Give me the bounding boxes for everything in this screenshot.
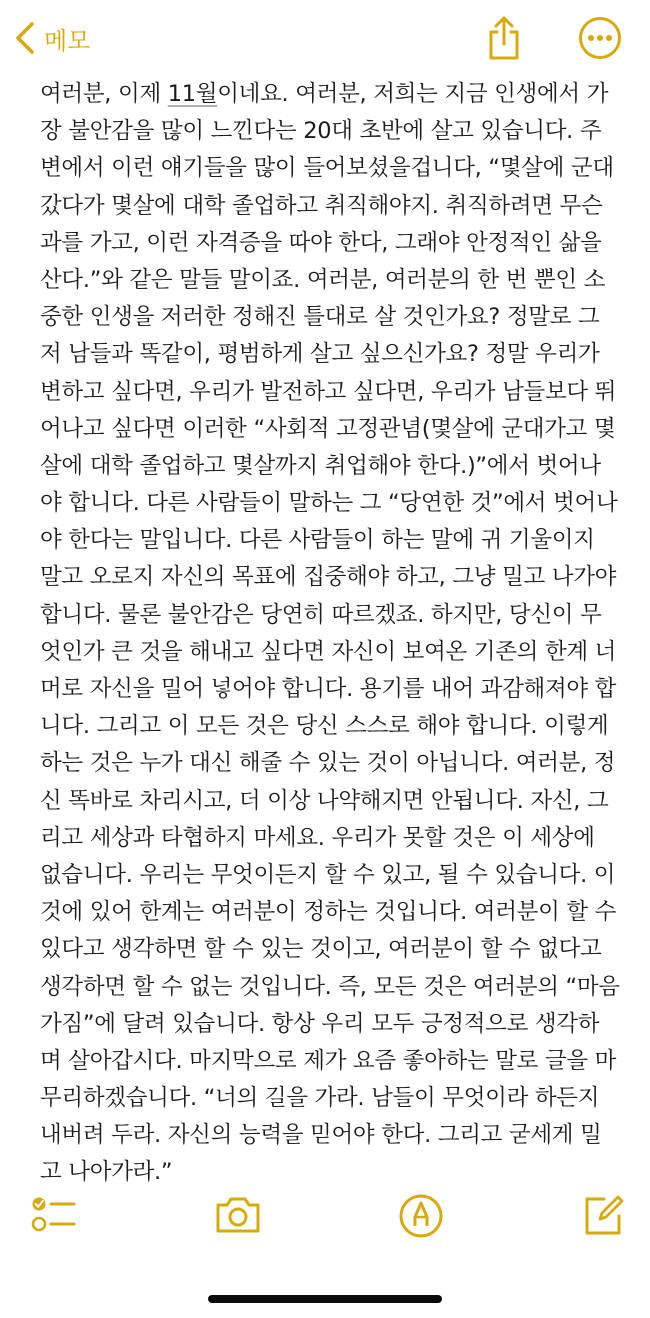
note-line: 생각하면 할 수 없는 것입니다. 즉, 모든 것은 여러분의 “마음 <box>40 973 620 1000</box>
camera-icon[interactable] <box>213 1190 263 1240</box>
note-line: 변에서 이런 얘기들을 많이 들어보셨을겁니다, “몇살에 군대 <box>40 155 614 182</box>
note-line: 여러분, 이제 11월이네요. 여러분, 저희는 지금 인생에서 가 <box>40 81 609 107</box>
back-label: 메모 <box>44 26 91 55</box>
ellipsis-circle-icon[interactable] <box>578 16 622 60</box>
note-line: 가짐”에 달려 있습니다. 항상 우리 모두 긍정적으로 생각하 <box>40 1010 600 1037</box>
note-line: 것에 있어 한계는 여러분이 정하는 것입니다. 여러분이 할 수 <box>40 899 617 926</box>
note-line: 살에 대학 졸업하고 몇살까지 취업해야 한다.)”에서 벗어나 <box>40 452 601 479</box>
checklist-icon[interactable] <box>28 1190 78 1240</box>
note-line: 무리하겠습니다. “너의 길을 가라. 남들이 무엇이라 하든지 <box>40 1085 600 1112</box>
navigation-bar <box>0 0 650 76</box>
home-indicator <box>208 1295 442 1303</box>
back-button[interactable] <box>10 16 90 60</box>
note-line: 산다.”와 같은 말들 말이죠. 여러분, 여러분의 한 번 뿐인 소 <box>40 266 606 293</box>
note-line: 저 남들과 똑같이, 평범하게 살고 싶으신가요? 정말 우리가 <box>40 341 600 368</box>
note-line: 니다. 그리고 이 모든 것은 당신 스스로 해야 합니다. 이렇게 <box>40 713 609 740</box>
share-icon[interactable] <box>483 14 525 62</box>
note-line: 머로 자신을 밀어 넣어야 합니다. 용기를 내어 과감해져야 합 <box>40 676 617 702</box>
note-line: 며 살아갑시다. 마지막으로 제가 요즘 좋아하는 말로 글을 마 <box>40 1047 617 1074</box>
note-line: 내버려 두라. 자신의 능력을 믿어야 한다. 그리고 굳세게 밀 <box>40 1122 602 1149</box>
bottom-toolbar <box>0 1190 650 1260</box>
note-line: 야 합니다. 다른 사람들이 말하는 그 “당연한 것”에서 벗어나 <box>40 490 618 517</box>
note-line: 리고 세상과 타협하지 마세요. 우리가 못할 것은 이 세상에 <box>40 824 595 851</box>
date-link[interactable]: 11월 <box>167 81 218 107</box>
note-body[interactable] <box>40 76 620 1192</box>
note-line: 과를 가고, 이런 자격증을 따야 한다, 그래야 안정적인 삶을 <box>40 229 602 256</box>
note-line: 말고 오로지 자신의 목표에 집중해야 하고, 그냥 밀고 나가야 <box>40 564 617 591</box>
note-line: 어나고 싶다면 이러한 “사회적 고정관념(몇살에 군대가고 몇 <box>40 415 616 442</box>
note-line: 신 똑바로 차리시고, 더 이상 나약해지면 안됩니다. 자신, 그 <box>40 787 609 814</box>
chevron-left-icon <box>10 18 40 58</box>
note-line: 고 나아가라.” <box>40 1159 173 1186</box>
note-line: 없습니다. 우리는 무엇이든지 할 수 있고, 될 수 있습니다. 이 <box>40 861 616 888</box>
note-line: 있다고 생각하면 할 수 있는 것이고, 여러분이 할 수 없다고 <box>40 936 602 963</box>
note-line: 엇인가 큰 것을 해내고 싶다면 자신이 보여온 기존의 한계 너 <box>40 638 617 665</box>
markup-pen-icon[interactable] <box>396 1190 446 1240</box>
note-line: 중한 인생을 저러한 정해진 틀대로 살 것인가요? 정말로 그 <box>40 304 600 331</box>
note-line: 합니다. 물론 불안감은 당연히 따르겠죠. 하지만, 당신이 무 <box>40 601 602 628</box>
compose-icon[interactable] <box>578 1190 628 1240</box>
note-line: 야 한다는 말입니다. 다른 사람들이 하는 말에 귀 기울이지 <box>40 527 595 554</box>
note-line: 갔다가 몇살에 대학 졸업하고 취직해야지. 취직하려면 무슨 <box>40 192 603 219</box>
note-line: 하는 것은 누가 대신 해줄 수 있는 것이 아닙니다. 여러분, 정 <box>40 750 616 777</box>
note-line: 변하고 싶다면, 우리가 발전하고 싶다면, 우리가 남들보다 뛰 <box>40 378 617 405</box>
note-line: 장 불안감을 많이 느낀다는 20대 초반에 살고 있습니다. 주 <box>40 118 602 145</box>
